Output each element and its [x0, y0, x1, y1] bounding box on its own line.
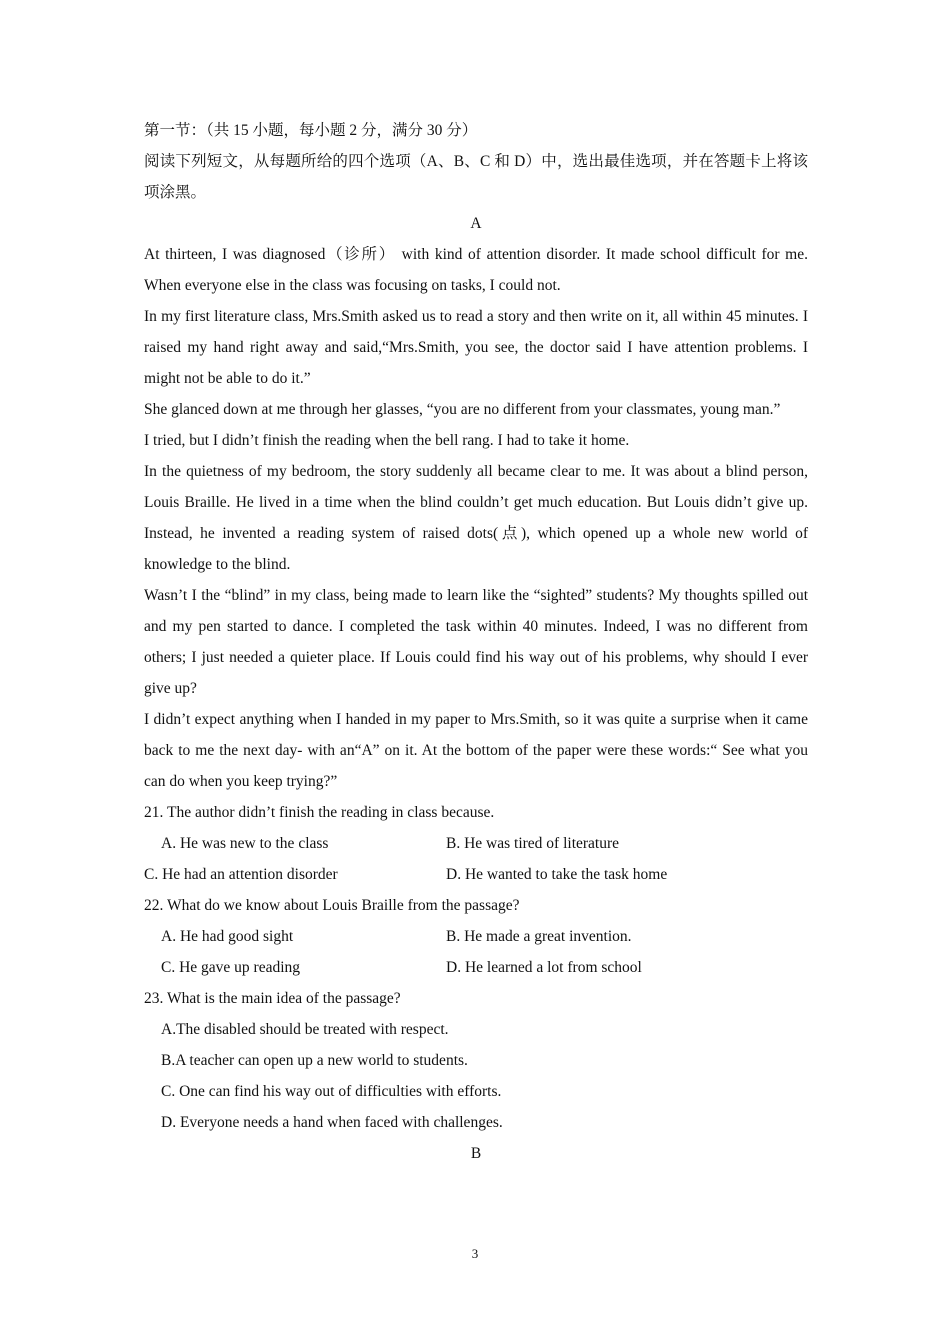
question-23-option-c: C. One can find his way out of difficulties with efforts.	[161, 1083, 502, 1100]
page-number: 3	[471, 1246, 479, 1261]
question-22-options-row-2	[144, 952, 808, 983]
question-22-stem: 22. What do we know about Louis Braille from the passage?	[144, 897, 520, 914]
question-22-option-b: B. He made a great invention.	[446, 928, 632, 945]
question-21-stem: 21. The author didn’t finish the reading in class because.	[144, 804, 495, 821]
question-22-option-c: C. He gave up reading	[161, 959, 301, 976]
question-22-option-a: A. He had good sight	[161, 928, 294, 945]
passage-a-paragraph: She glanced down at me through her glasses, “you are no different from your classmates, young man.”	[144, 401, 781, 418]
content-block	[144, 115, 808, 1169]
question-23-option-d: D. Everyone needs a hand when faced with challenges.	[161, 1114, 503, 1131]
question-21-option-a: A. He was new to the class	[161, 835, 329, 852]
passage-a-label: A	[470, 215, 482, 232]
question-21-option-d: D. He wanted to take the task home	[446, 866, 668, 883]
question-22-option-d: D. He learned a lot from school	[446, 959, 642, 976]
passage-a-paragraph: At thirteen, I was diagnosed（诊所） with kind of attention disorder. It made school difficult for me. When everyone else in the class was focusing on tasks, I could not.	[144, 246, 808, 294]
question-23-option-b: B.A teacher can open up a new world to students.	[161, 1052, 468, 1069]
section-heading: 第一节：（共 15 小题，每小题 2 分，满分 30 分）	[144, 122, 478, 139]
question-21-option-c: C. He had an attention disorder	[144, 866, 338, 883]
question-23-option-a: A.The disabled should be treated with respect.	[161, 1021, 449, 1038]
passage-a-paragraph: Wasn’t I the “blind” in my class, being made to learn like the “sighted” students? My thoughts spilled out and my pen started to dance. I completed the task within 40 minutes. Indeed, I was no different from others; I just needed a quieter place. If Louis could find his way out of his problems, why should I ever give up?	[144, 587, 808, 697]
passage-a-paragraph: I didn’t expect anything when I handed in my paper to Mrs.Smith, so it was quite a surprise when it came back to me the next day- with an“A” on it. At the bottom of the paper were these words:“ See what you can do when you keep trying?”	[144, 711, 808, 790]
question-21-options-row-2	[144, 859, 808, 890]
passage-b-label: B	[470, 1145, 482, 1162]
question-22-options-row-1	[144, 921, 808, 952]
question-23-stem: 23. What is the main idea of the passage?	[144, 990, 401, 1007]
question-21-options-row-1	[144, 828, 808, 859]
passage-a-paragraph: In my first literature class, Mrs.Smith asked us to read a story and then write on it, all within 45 minutes. I raised my hand right away and said,“Mrs.Smith, you see, the doctor said I have attention problems. I might not be able to do it.”	[144, 308, 808, 387]
question-21-option-b: B. He was tired of literature	[446, 835, 620, 852]
passage-a-paragraph: In the quietness of my bedroom, the story suddenly all became clear to me. It was about a blind person, Louis Braille. He lived in a time when the blind couldn’t get much education. But Louis didn’t give up. Instead, he invented a reading system of raised dots(点), which opened up a whole new world of knowledge to the blind.	[144, 463, 808, 573]
section-instruction: 阅读下列短文，从每题所给的四个选项（A、B、C 和 D）中，选出最佳选项，并在答题卡上将该项涂黑。	[144, 153, 808, 201]
passage-a-paragraph: I tried, but I didn’t finish the reading when the bell rang. I had to take it home.	[144, 432, 630, 449]
